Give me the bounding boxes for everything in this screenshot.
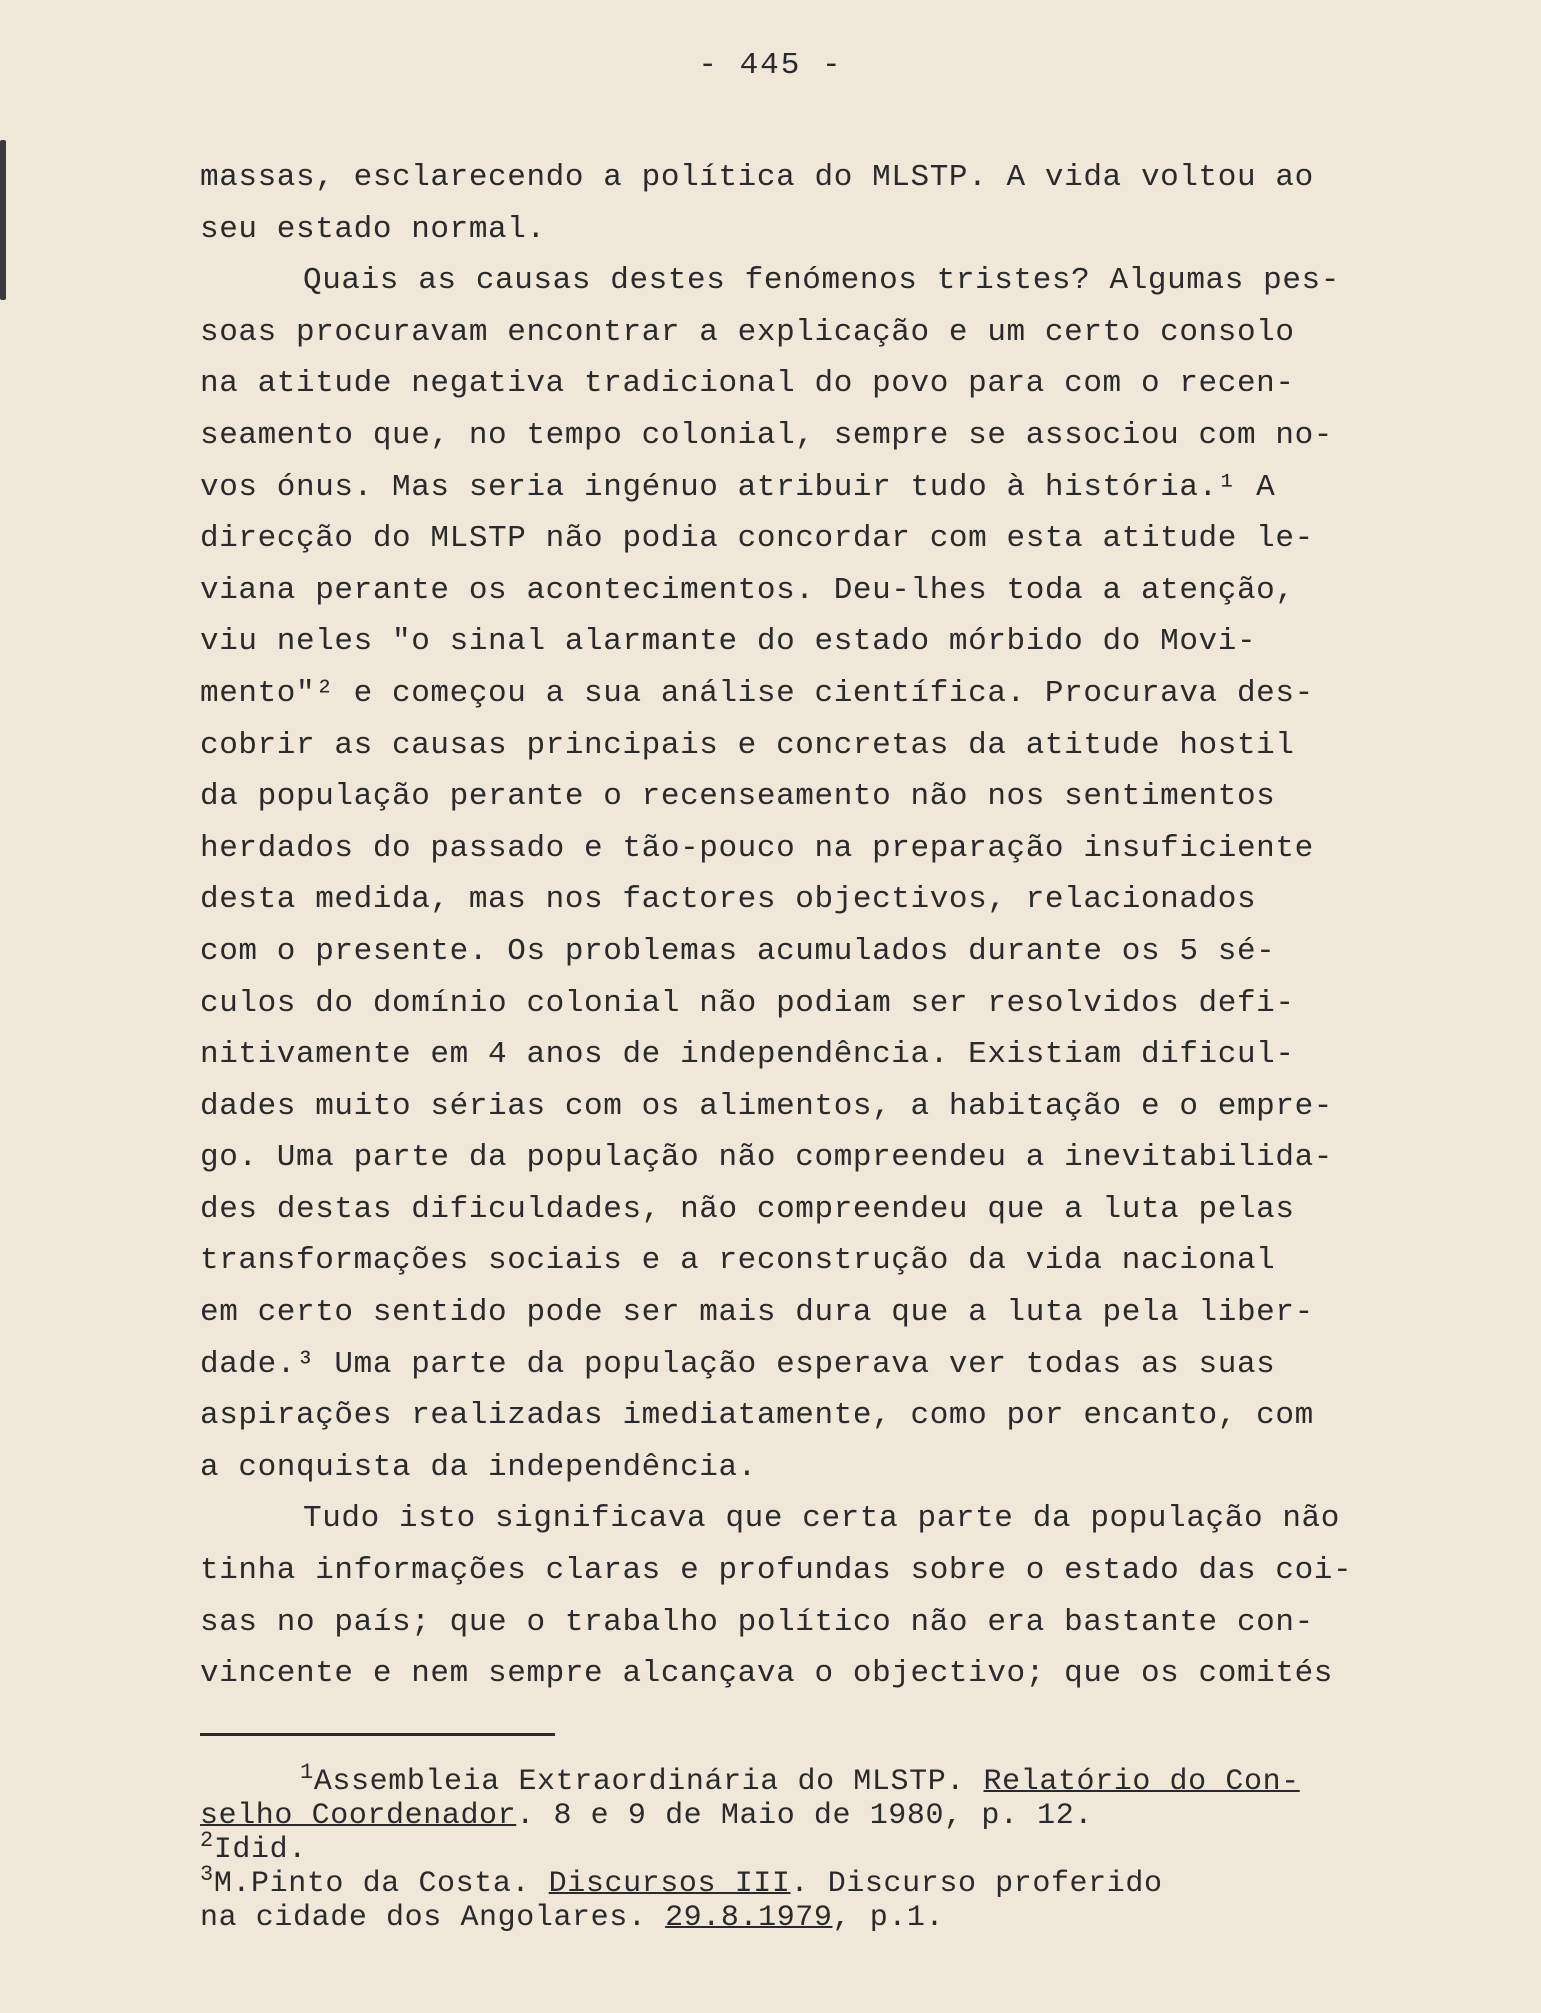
text-line: sas no país; que o trabalho político não era bastante con- — [200, 1604, 1314, 1640]
footnote-1-title: Relatório do Con- — [983, 1765, 1300, 1799]
text-line: a conquista da independência. — [200, 1449, 757, 1485]
text-line: com o presente. Os problemas acumulados durante os 5 sé- — [200, 933, 1276, 969]
footnote-3-marker: 3 — [200, 1862, 214, 1887]
text-line: mento"² e começou a sua análise científica. Procurava des- — [200, 675, 1314, 711]
page-number: - 445 - — [698, 48, 843, 83]
text-line: massas, esclarecendo a política do MLSTP. A vida voltou ao — [200, 160, 1314, 195]
text-line: aspirações realizadas imediatamente, como por encanto, com — [200, 1398, 1314, 1434]
text-line: vincente e nem sempre alcançava o objectivo; que os comités — [200, 1656, 1333, 1692]
footnote-1-cont: selho Coordenador. 8 e 9 de Maio de 1980, p. 12. — [200, 1799, 1093, 1833]
text-line: vos ónus. Mas seria ingénuo atribuir tudo à história.¹ A — [200, 469, 1276, 505]
footnote-1: $^1$Assembleia Extraordinária do MLSTP. Relatório do Con- — [300, 1760, 1300, 1799]
text-line: seu estado normal. — [200, 211, 546, 247]
text-line: tinha informações claras e profundas sobre o estado das coi- — [200, 1553, 1353, 1589]
footnote-3-date: 29.8.1979 — [665, 1901, 833, 1935]
text-line: soas procuravam encontrar a explicação e um certo consolo — [200, 314, 1295, 350]
footnote-2-marker: 2 — [200, 1828, 214, 1853]
footnote-2: $^2$Idid. — [200, 1828, 307, 1867]
text-line: em certo sentido pode ser mais dura que a luta pela liber- — [200, 1295, 1314, 1331]
text-line: herdados do passado e tão-pouco na preparação insuficiente — [200, 830, 1314, 866]
footnote-separator — [200, 1733, 555, 1736]
footnote-1-marker: 1 — [300, 1760, 314, 1785]
text-line: na atitude negativa tradicional do povo para com o recen- — [200, 366, 1295, 402]
footnote-3-title: Discursos III — [548, 1867, 791, 1901]
text-line: go. Uma parte da população não compreendeu a inevitabilida- — [200, 1140, 1333, 1176]
text-line: Tudo isto significava que certa parte da população não — [303, 1501, 1340, 1537]
text-line: des destas dificuldades, não compreendeu que a luta pelas — [200, 1191, 1295, 1227]
text-line: nitivamente em 4 anos de independência. Existiam dificul- — [200, 1037, 1295, 1073]
footnote-3: $^3$M.Pinto da Costa. Discursos III. Discurso proferido — [200, 1862, 1163, 1901]
text-line: viana perante os acontecimentos. Deu-lhes toda a atenção, — [200, 572, 1295, 608]
text-line: culos do domínio colonial não podiam ser resolvidos defi- — [200, 985, 1295, 1021]
text-line: cobrir as causas principais e concretas da atitude hostil — [200, 727, 1295, 763]
text-line: Quais as causas destes fenómenos tristes? Algumas pes- — [303, 263, 1340, 299]
footnote-3-cont: na cidade dos Angolares. 29.8.1979, p.1. — [200, 1901, 945, 1935]
text-line: dade.³ Uma parte da população esperava ver todas as suas — [200, 1346, 1276, 1382]
text-line: dades muito sérias com os alimentos, a habitação e o empre- — [200, 1088, 1333, 1124]
binding-mark — [0, 140, 6, 300]
text-line: direcção do MLSTP não podia concordar com esta atitude le- — [200, 521, 1314, 557]
footnotes — [200, 1760, 1430, 1935]
text-line: desta medida, mas nos factores objectivos, relacionados — [200, 882, 1257, 918]
text-line: viu neles "o sinal alarmante do estado mórbido do Movi- — [200, 624, 1257, 660]
body-text — [200, 152, 1430, 1700]
text-line: da população perante o recenseamento não nos sentimentos — [200, 779, 1276, 815]
text-line: transformações sociais e a reconstrução da vida nacional — [200, 1243, 1276, 1279]
text-line: seamento que, no tempo colonial, sempre se associou com no- — [200, 417, 1333, 453]
